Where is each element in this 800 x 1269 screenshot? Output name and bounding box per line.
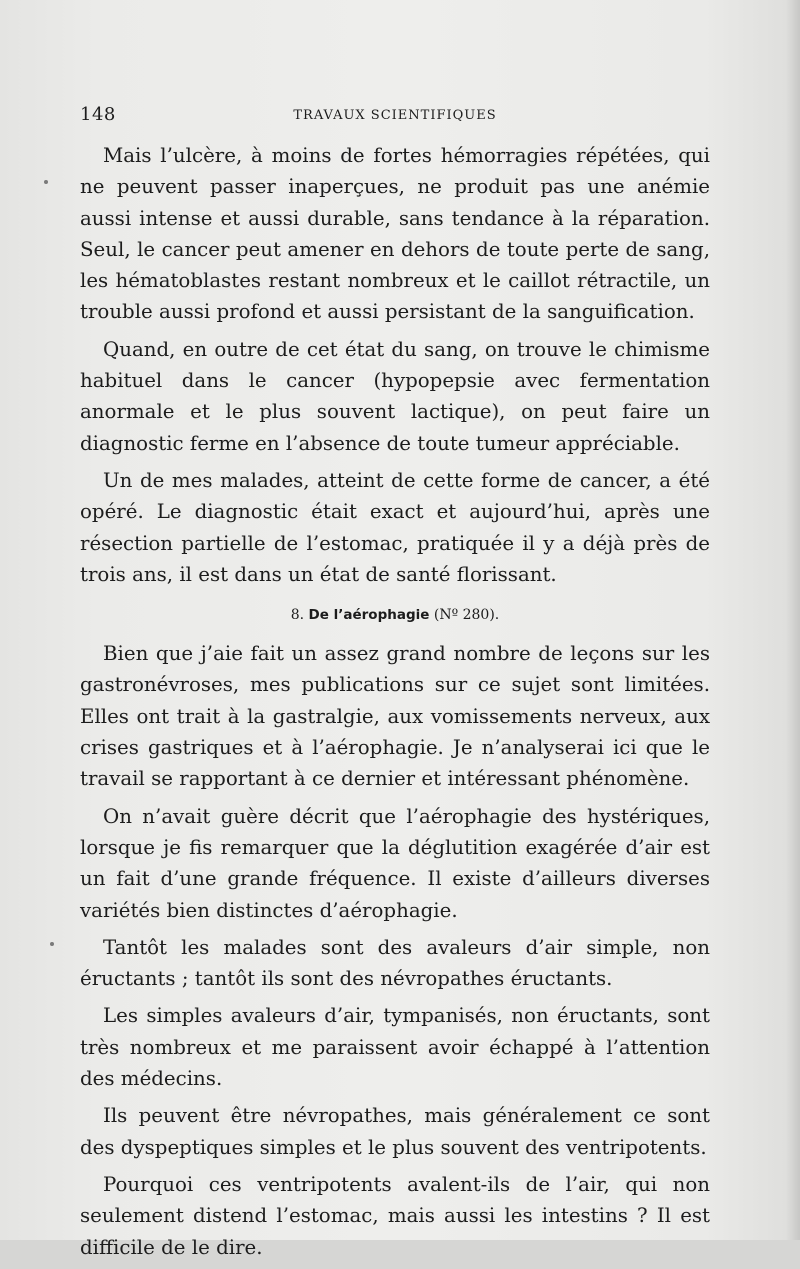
paragraph: Les simples avaleurs d’air, tympanisés, non éructants, sont très nombreux et me paraissent avoir échappé à l’attention des médecins. xyxy=(80,1004,710,1091)
paragraph: Quand, en outre de cet état du sang, on trouve le chimisme habituel dans le cancer (hypopepsie avec fermentation anormale et le plus souvent lactique), on peut faire un diagnostic ferme en l’absence de toute tumeur appréciable. xyxy=(80,337,710,455)
section-number: 8. xyxy=(290,607,305,624)
margin-speck xyxy=(50,942,54,946)
paragraph: Ils peuvent être névropathes, mais généralement ce sont des dyspeptiques simples et le plus souvent des ventripotents. xyxy=(80,1104,710,1159)
page-edge-shadow xyxy=(786,0,800,1240)
paragraph: Bien que j’aie fait un assez grand nombre de leçons sur les gastronévroses, mes publications sur ce sujet sont limitées. Elles ont trait à la gastralgie, aux vomissements nerveux, aux crises gastriques et à l’aérophagie. Je n’analyserai ici que le travail se rapportant à ce dernier et intéressant phénomène. xyxy=(80,642,710,791)
paragraph: Tantôt les malades sont des avaleurs d’air simple, non éructants ; tantôt ils sont des névropathes éructants. xyxy=(80,935,710,991)
paragraph: On n’avait guère décrit que l’aérophagie des hystériques, lorsque je fis remarquer que la déglutition exagérée d’air est un fait d’une grande fréquence. Il existe d’ailleurs diverses variétés bien distinctes d’aérophagie. xyxy=(80,804,710,922)
section-title: De l’aérophagie xyxy=(308,607,430,624)
paragraph: Mais l’ulcère, à moins de fortes hémorragies répétées, qui ne peuvent passer inaperçues, ne produit pas une anémie aussi intense et aussi durable, sans tendance à la réparation. Seul, le cancer peut amener en dehors de toute perte de sang, les hématoblastes restant nombreux et le caillot rétractile, un trouble aussi profond et aussi persistant de la sanguification. xyxy=(80,144,710,324)
page-number: 148 xyxy=(80,104,116,125)
section-reference: (Nº 280). xyxy=(433,607,500,624)
running-title: TRAVAUX SCIENTIFIQUES xyxy=(293,108,497,123)
body-text xyxy=(80,140,710,1269)
section-heading xyxy=(80,604,710,626)
page-header xyxy=(80,104,710,128)
paragraph: Pourquoi ces ventripotents avalent-ils de l’air, qui non seulement distend l’estomac, mais aussi les intestins ? Il est difficile de le dire. xyxy=(80,1172,710,1259)
paragraph: Un de mes malades, atteint de cette forme de cancer, a été opéré. Le diagnostic était exact et aujourd’hui, après une résection partielle de l’estomac, pratiquée il y a déjà près de trois ans, il est dans un état de santé florissant. xyxy=(80,468,710,586)
margin-speck xyxy=(44,180,48,184)
